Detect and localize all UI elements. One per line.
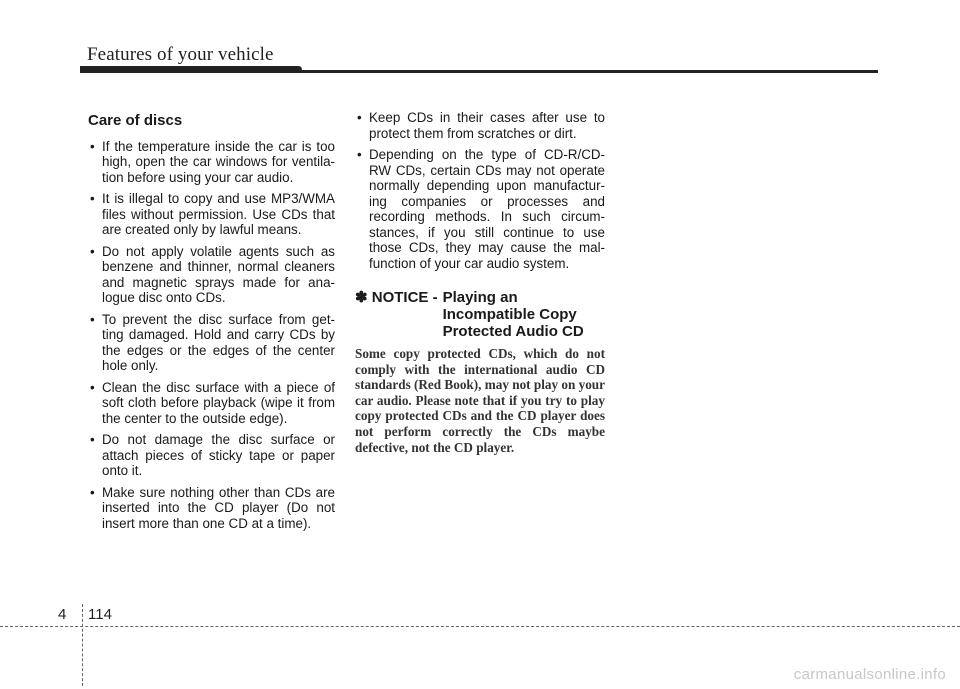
header-rule-thick <box>80 66 302 73</box>
footer-divider <box>82 604 83 686</box>
notice-body: Some copy protected CDs, which do not comply with the international audio CD standards (Red Book), may not play on your car audio. Please note that if you try to play copy protected CDs and the CD player does not perform correctly the CDs maybe defective, not the CD player. <box>355 346 605 455</box>
notice-title: Playing an Incompatible Copy Protected Audio CD <box>442 289 584 340</box>
care-of-discs-list <box>88 139 335 532</box>
page-header-title: Features of your vehicle <box>87 44 274 65</box>
cd-care-list <box>355 110 605 271</box>
chapter-number: 4 <box>58 606 67 623</box>
list-item: • To prevent the disc surface from get-ting damaged. Hold and carry CDs by the edges or the edges of the center hole only. <box>88 312 335 374</box>
list-item: • Do not apply volatile agents such as benzene and thinner, normal cleaners and magnetic sprays made for ana-logue disc onto CDs. <box>88 244 335 306</box>
page-number: 114 <box>88 606 112 623</box>
right-column <box>355 110 605 455</box>
left-column <box>88 110 335 537</box>
footer-rule <box>0 626 960 627</box>
list-item: • Make sure nothing other than CDs are inserted into the CD player (Do not insert more than one CD at a time). <box>88 485 335 532</box>
list-item: • Depending on the type of CD-R/CD-RW CDs, certain CDs may not operate normally depending upon manufactur-ing companies or processes and recording methods. In such circum-stances, if you still continue to use those CDs, they may cause the mal-function of your car audio system. <box>355 147 605 271</box>
notice-label: ✽ NOTICE - <box>355 289 438 306</box>
list-item: • Do not damage the disc surface or attach pieces of sticky tape or paper onto it. <box>88 432 335 479</box>
section-heading: Care of discs <box>88 112 183 129</box>
watermark-text: carmanualsonline.info <box>793 666 946 683</box>
list-item: • Clean the disc surface with a piece of soft cloth before playback (wipe it from the center to the outside edge). <box>88 380 335 427</box>
list-item: • If the temperature inside the car is too high, open the car windows for ventila-tion before using your car audio. <box>88 139 335 186</box>
header-rule-thin <box>296 70 878 73</box>
list-item: • It is illegal to copy and use MP3/WMA files without permission. Use CDs that are created only by lawful means. <box>88 191 335 238</box>
list-item: • Keep CDs in their cases after use to protect them from scratches or dirt. <box>355 110 605 141</box>
notice-heading <box>355 289 605 340</box>
